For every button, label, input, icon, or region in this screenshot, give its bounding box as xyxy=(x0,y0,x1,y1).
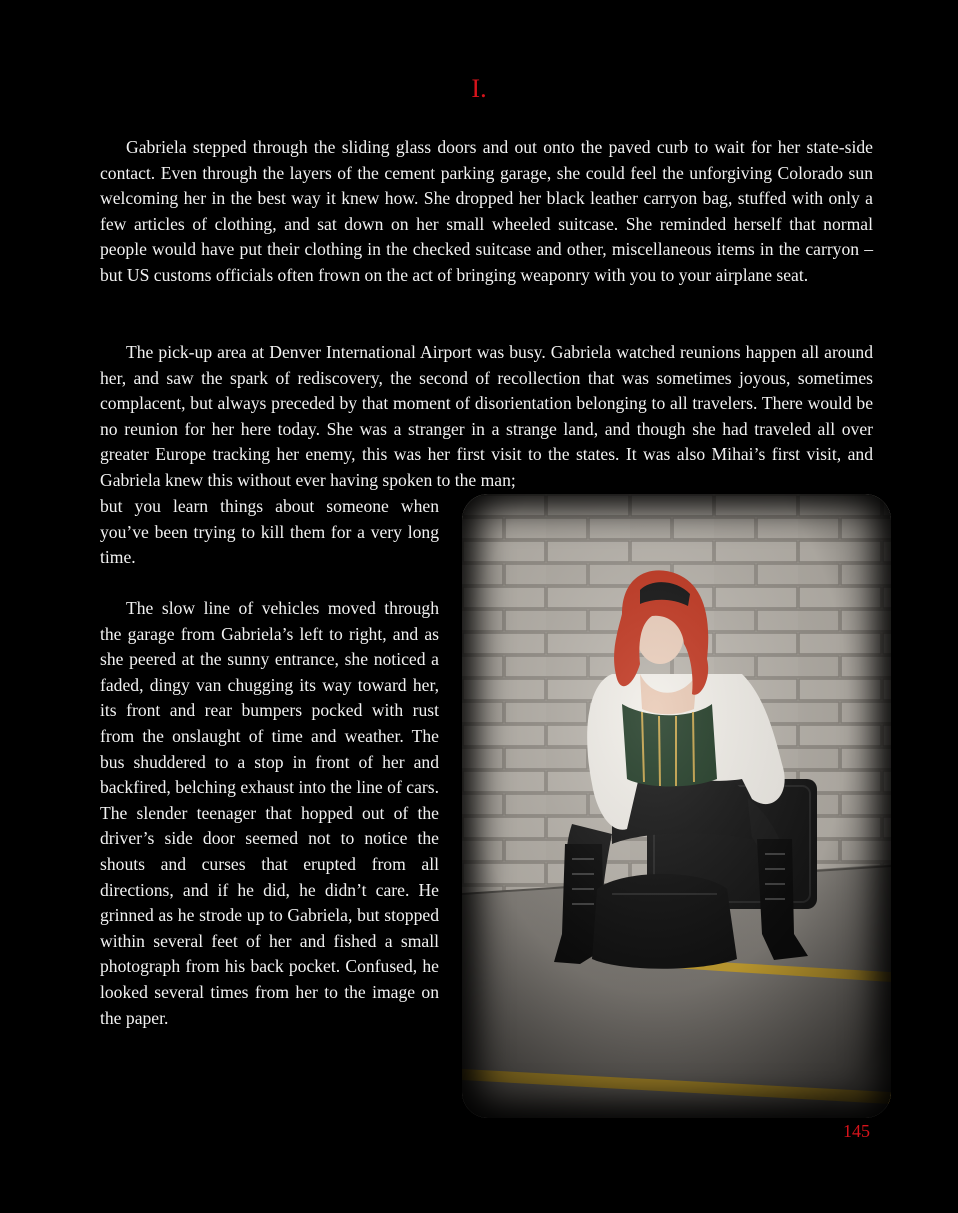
paragraph-3: The slow line of vehicles moved through the garage from Gabriela’s left to right, and as she peered at the sunny entrance, she noticed a faded, dingy van chugging its way toward her, its front and rear bumpers pocked with rust from the onslaught of time and weather. The bus shuddered to a stop in front of her and backfired, belching exhaust into the line of cars. The slender teenager that hopped out of the driver’s side door seemed not to notice the shouts and curses that erupted from all directions, and if he did, he didn’t care. He grinned as he strode up to Gabriela, but stopped within several feet of her and fished a small photograph from his back pocket. Confused, he looked several times from her to the image on the paper. xyxy=(100,598,439,1028)
woman-on-suitcase-illustration xyxy=(462,494,891,1118)
page-number: 145 xyxy=(843,1121,870,1141)
paragraph-2-continued: but you learn things about someone when you’ve been trying to kill them for a very long time. xyxy=(100,496,439,568)
paragraph-2: The pick-up area at Denver International Airport was busy. Gabriela watched reunions happen all around her, and saw the spark of rediscovery, the second of recollection that was sometimes joyous, sometimes complacent, but always preceded by that moment of disorientation belonging to all travelers. There would be no reunion for her here today. She was a stranger in a strange land, and though she had traveled all over greater Europe tracking her enemy, this was her first visit to the states. It was also Mihai’s first visit, and Gabriela knew this without ever having spoken to the man; xyxy=(100,342,873,490)
paragraph-1: Gabriela stepped through the sliding glass doors and out onto the paved curb to wait for her state-side contact. Even through the layers of the cement parking garage, she could feel the unforgiving Colorado sun welcoming her in the best way it knew how. She dropped her black leather carryon bag, stuffed with only a few articles of clothing, and sat down on her small wheeled suitcase. She reminded herself that normal people would have put their clothing in the checked suitcase and other, miscellaneous items in the carryon – but US customs officials often frown on the act of bringing weaponry with you to your airplane seat. xyxy=(100,137,873,285)
chapter-heading: I. xyxy=(471,74,487,103)
illustration-photo xyxy=(462,494,891,1118)
